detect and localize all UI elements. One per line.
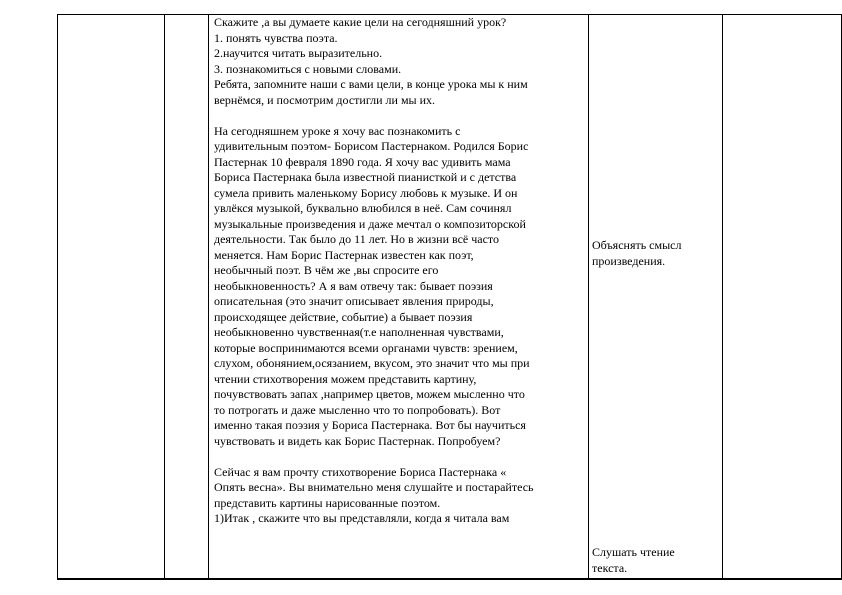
paragraph-gap — [214, 108, 586, 124]
text-line: 3. познакомиться с новыми словами. — [214, 61, 402, 76]
text-line: На сегодняшнем уроке я хочу вас познакомить с — [214, 123, 461, 138]
text-line: Пастернак 10 февраля 1890 года. Я хочу вас удивить мама — [214, 154, 511, 169]
table-bottom-border — [57, 578, 842, 580]
text-line: необыкновенно чувственная(т.е наполненная чувствами, — [214, 325, 504, 339]
text-line: сумела привить маленькому Борису любовь к музыке. И он — [214, 185, 518, 200]
text-line: почувствовать запах ,например цветов, можем мысленно что — [214, 387, 525, 401]
paragraph-gap — [214, 449, 586, 465]
table-col-border-2 — [164, 14, 165, 579]
table-col-border-1 — [57, 14, 58, 579]
side-note-line: произведения. — [592, 253, 666, 268]
text-line: 2.научится читать выразительно. — [214, 46, 383, 60]
text-line: представить картины нарисованные поэтом. — [214, 495, 441, 510]
side-note-line: текста. — [592, 560, 628, 575]
text-line: описательная (это значит описывает явления природы, — [214, 294, 494, 308]
text-line: необыкновенность? А я вам отвечу так: бывает поэзия — [214, 278, 493, 293]
text-line: то потрогать и даже мысленно что то попробовать). Вот — [214, 402, 501, 417]
text-line: Сейчас я вам прочту стихотворение Бориса Пастернака « — [214, 464, 507, 479]
table-col-border-3 — [208, 14, 209, 579]
table-col-border-5 — [722, 14, 723, 579]
text-line: Ребята, запомните наши с вами цели, в конце урока мы к ним — [214, 77, 528, 91]
text-line: 1. понять чувства поэта. — [214, 30, 338, 45]
text-line: необычный поэт. В чём же ,вы спросите его — [214, 263, 439, 277]
text-line: меняется. Нам Борис Пастернак известен как поэт, — [214, 247, 474, 262]
side-note-line: Объяснять смысл — [592, 238, 682, 252]
text-line: Скажите ,а вы думаете какие цели на сегодняшний урок? — [214, 15, 507, 29]
text-line: Бориса Пастернака была известной пианисткой и с детства — [214, 170, 517, 184]
lesson-text-cell — [214, 15, 586, 577]
poet-introduction-block — [214, 124, 586, 450]
table-col-border-4 — [588, 14, 589, 579]
text-line: удивительным поэтом- Борисом Пастернаком. Родился Борис — [214, 139, 529, 153]
text-line: происходящее действие, событие) а бывает поэзия — [214, 309, 473, 324]
poem-reading-block — [214, 465, 586, 527]
text-line: Опять весна». Вы внимательно меня слушайте и постарайтесь — [214, 480, 534, 494]
text-line: чувствовать и видеть как Борис Пастернак. Попробуем? — [214, 433, 501, 448]
side-note-listen-reading — [592, 544, 720, 575]
text-line: увлёкся музыкой, буквально влюбился в неё. Сам сочинял — [214, 201, 512, 215]
side-note-line: Слушать чтение — [592, 545, 675, 559]
text-line: вернёмся, и посмотрим достигли ли мы их. — [214, 92, 436, 107]
text-line: слухом, обонянием,осязанием, вкусом, это значит что мы при — [214, 356, 530, 370]
text-line: которые воспринимаются всеми органами чувств: зрением, — [214, 340, 518, 355]
text-line: 1)Итак , скажите что вы представляли, когда я читала вам — [214, 511, 510, 525]
text-line: музыкальные произведения и даже мечтал о композиторской — [214, 216, 526, 231]
text-line: деятельности. Так было до 11 лет. Но в жизни всё часто — [214, 232, 500, 246]
lesson-goals-block — [214, 15, 586, 108]
side-note-explain-meaning — [592, 237, 720, 268]
text-line: чтении стихотворения можем представить картину, — [214, 371, 477, 386]
text-line: именно такая поэзия у Бориса Пастернака. Вот бы научиться — [214, 418, 526, 432]
